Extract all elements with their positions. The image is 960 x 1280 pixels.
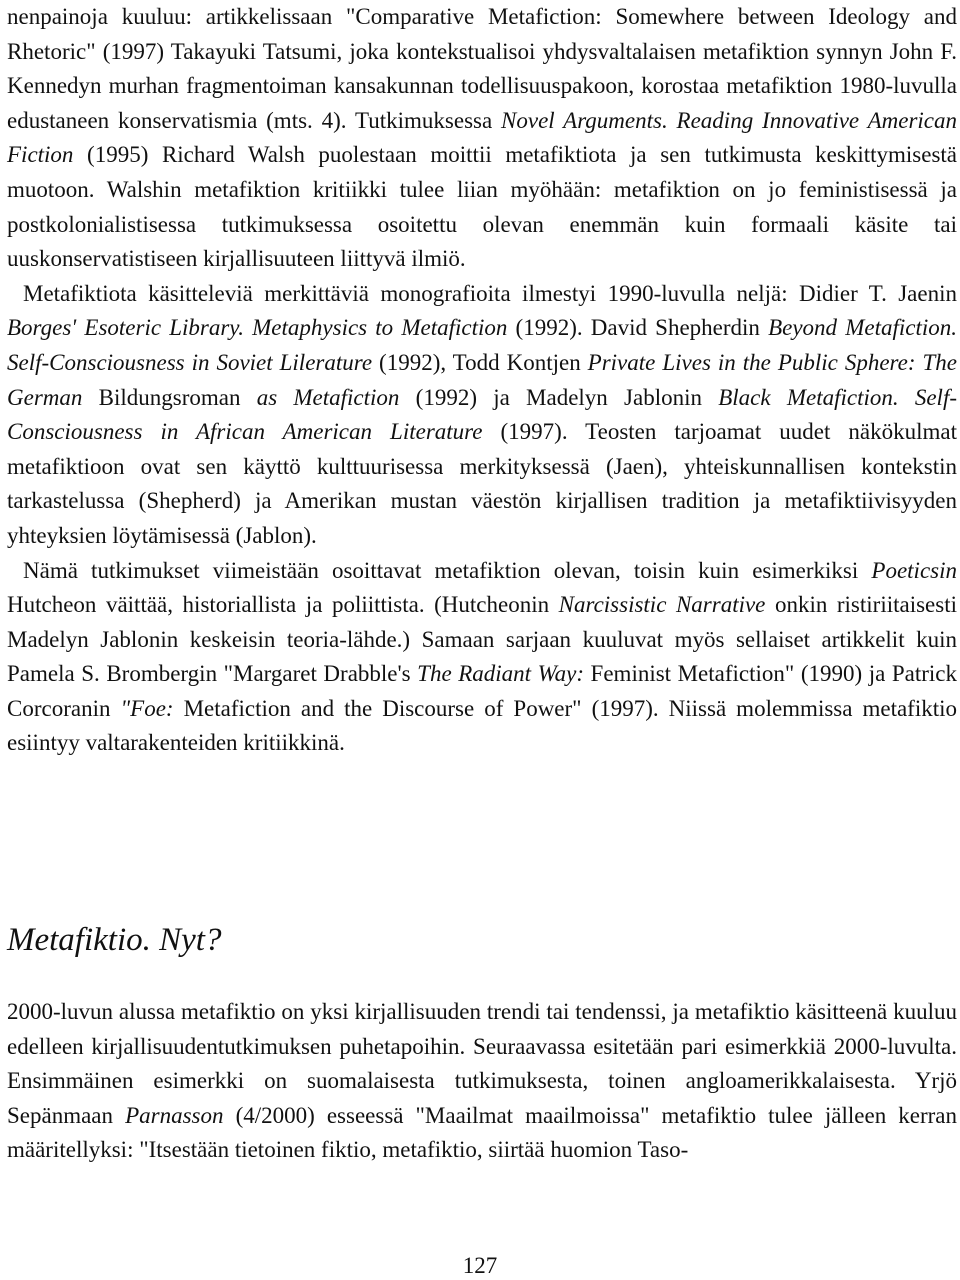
text-run: onkin ristiriitaisesti Madelyn Jablonin keskeisin teoria-lähde.) Samaan sarjaan kuuluvat myös sellaiset artikkelit kuin Pamela S. Brombergin "Margaret Drabble's — [7, 592, 957, 687]
text-run: (4/2000) esseessä "Maailmat maailmoissa" metafiktio tulee jälleen kerran määritellyksi: "Itsestään tietoinen fiktio, metafiktio, siirtää huomion Taso- — [7, 1102, 958, 1163]
paragraph-4 — [7, 995, 957, 1168]
page-number: 127 — [462, 1253, 498, 1278]
section-heading: Metafiktio. Nyt? — [7, 922, 222, 958]
text-run: (1992) ja Madelyn Jablonin — [399, 384, 719, 410]
text-run: (1992), Todd Kontjen — [372, 349, 588, 375]
paragraph-1 — [7, 0, 957, 277]
text-run: 2000-luvun alussa metafiktio on yksi kirjallisuuden trendi tai tendenssi, ja metafiktio käsitteenä kuuluu edelleen kirjallisuudentutkimuksen puhetapoihin. Seuraavassa esitetään pari esimerkkiä 2000-luvulta. Ensimmäinen esimerkki on suomalaisesta tutkimuksesta, toinen angloamerikkalaisesta. Yrjö Sepänmaan — [7, 999, 957, 1128]
text-run: Feminist Metafiction" (1990) ja Patrick Corcoranin — [7, 661, 958, 721]
text-run: (1997). Teosten tarjoamat uudet näkökulmat metafiktioon ovat sen käyttö kulttuurisessa merkityksessä (Jaen), yhteiskunnallisen kontekstin tarkastelussa (Shepherd) ja Amerikan mustan väestön kirjallisen tradition ja metafiktiivisyyden yhteyksien löytämisessä (Jablon). — [7, 419, 958, 548]
italic-title: Private Lives in the Public Sphere: The German — [7, 349, 957, 410]
text-run: Hutcheon väittää, historiallista ja poliittista. (Hutcheonin — [7, 592, 559, 618]
italic-title: Black Metafiction. Self-Consciousness in African American Literature — [7, 384, 957, 445]
text-run: (1995) Richard Walsh puolestaan moittii metafiktiota ja sen tutkimusta keskittymisestä muotoon. Walshin metafiktion kritiikki tulee liian myöhään: metafiktion on jo feministisessä ja postkolonialistisessa tutkimuksessa osoitettu olevan enemmän kuin formaali käsite tai uuskonservatistiseen kirjallisuuteen liittyvä ilmiö. — [7, 142, 957, 272]
text-run: (1992). David Shepherdin — [507, 315, 769, 341]
italic-title: Parnasson — [125, 1102, 224, 1128]
text-run: Metafiction and the Discourse of Power" (1997). Niissä molemmissa metafiktio esiintyy valtarakenteiden kritiikkinä. — [7, 695, 957, 756]
italic-title: Novel Arguments. Reading Innovative American Fiction — [7, 107, 957, 168]
italic-title: Borges' Esoteric Library. Metaphysics to Metafiction — [7, 315, 508, 341]
text-run: Metafiktiota käsitteleviä merkittäviä monografioita ilmestyi 1990-luvulla neljä: Didier T. Jaenin — [23, 280, 957, 306]
paragraph-3 — [7, 554, 957, 762]
italic-title: The Radiant Way: — [417, 661, 584, 687]
italic-title: Narcissistic Narrative — [558, 592, 766, 618]
text-run: Nämä tutkimukset viimeistään osoittavat metafiktion olevan, toisin kuin esimerkiksi — [23, 557, 872, 583]
italic-title: "Foe: — [120, 695, 174, 721]
italic-title: Beyond Metafiction. Self-Consciousness in Soviet Lilerature — [7, 315, 958, 375]
italic-title: Poeticsin — [871, 557, 957, 583]
text-run: nenpainoja kuuluu: artikkelissaan "Comparative Metafiction: Somewhere between Ideology and Rhetoric" (1997) Takayuki Tatsumi, joka kontekstualisoi yhdysvaltalaisen metafiktion synnyn John F. Kennedyn murhan fragmentoiman kansakunnan todellisuuspakoon, korostaa metafiktion 1980-luvulla edustaneen konservatismia (mts. 4). Tutkimuksessa — [7, 4, 957, 133]
text-run: Bildungsroman — [82, 384, 257, 410]
italic-title: as Metafiction — [256, 384, 400, 410]
page-body — [7, 0, 957, 761]
section-body — [7, 995, 957, 1168]
paragraph-2 — [7, 277, 957, 554]
